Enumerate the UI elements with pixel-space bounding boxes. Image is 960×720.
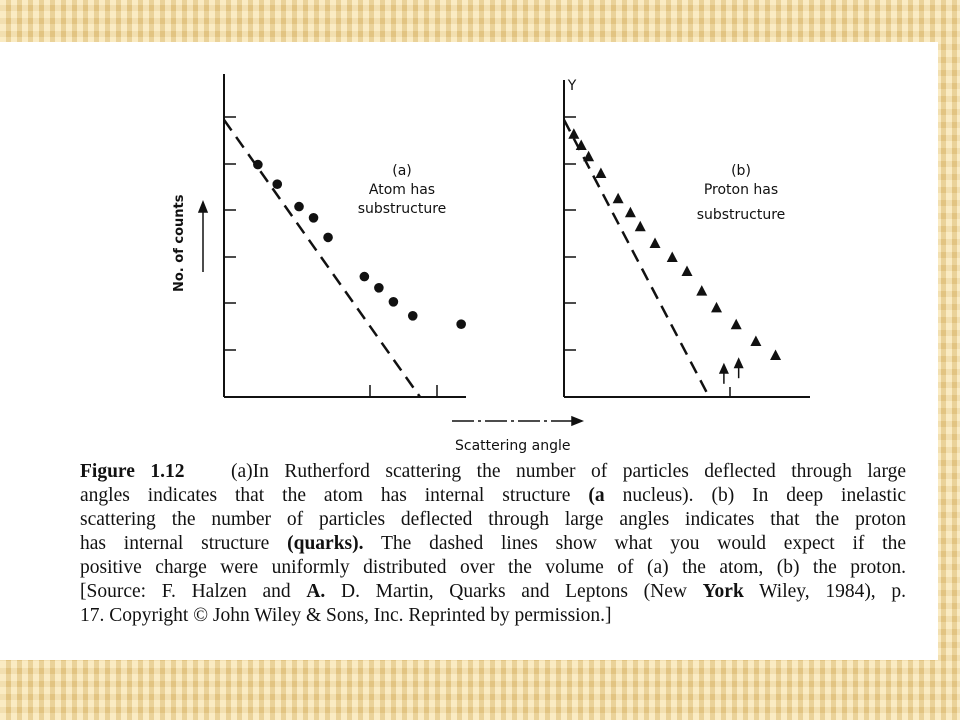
- panel-a-axes: [224, 74, 466, 397]
- data-point-b: [770, 350, 781, 361]
- data-point-b: [650, 238, 661, 249]
- caption-line-7: 17. Copyright © John Wiley & Sons, Inc. Reprinted by permission.]: [80, 605, 612, 626]
- data-point-a: [374, 283, 384, 293]
- data-point-a: [323, 233, 333, 243]
- panel-a-line1: Atom has: [368, 182, 436, 198]
- slide-panel: [0, 42, 938, 660]
- caption-line-2-pre: angles indicates that the atom has internal structure: [80, 485, 571, 506]
- upper-limit-arrow-icon: [734, 357, 744, 378]
- data-point-b: [625, 207, 636, 218]
- x-axis-arrow-icon: [452, 417, 582, 425]
- caption-line-3: scattering the number of particles deflected through large angles indicates that the proton: [80, 509, 906, 530]
- caption-line-6-pre: [Source: F. Halzen and: [80, 581, 291, 602]
- caption-line-4-bold: (quarks).: [287, 533, 364, 554]
- panel-a-label: (a): [392, 163, 412, 179]
- upper-limit-arrow-icon: [719, 363, 729, 384]
- data-point-b: [682, 266, 693, 277]
- panel-b-axes: [564, 80, 810, 397]
- y-axis-label: No. of counts: [172, 194, 187, 292]
- data-point-a: [294, 202, 304, 212]
- data-point-b: [711, 302, 722, 313]
- stray-y-mark: Y: [567, 78, 577, 94]
- expected-dashed-line-a: [224, 120, 420, 397]
- caption-line-4: [80, 532, 906, 556]
- caption-line-6-post: Wiley, 1984), p.: [759, 581, 906, 602]
- y-axis-arrow-icon: [199, 202, 207, 272]
- data-point-b: [667, 252, 678, 263]
- figure-graphic: [0, 42, 938, 460]
- data-point-b: [750, 336, 761, 347]
- panel-a-line2: substructure: [357, 201, 447, 217]
- plot-b: [564, 120, 781, 397]
- caption-line-6-bold-a: A.: [306, 581, 326, 602]
- expected-dashed-line-b: [564, 120, 709, 397]
- panel-b-annotation: [697, 163, 786, 223]
- data-point-b: [613, 193, 624, 204]
- data-point-b: [595, 168, 606, 179]
- figure-caption: [80, 460, 906, 628]
- x-axis-label: Scattering angle: [455, 438, 571, 454]
- caption-line-2-bold: (a: [588, 485, 605, 506]
- plot-a: [224, 120, 466, 397]
- data-point-a: [309, 213, 319, 223]
- caption-line-6-bold-york: York: [702, 581, 744, 602]
- panel-b-label: (b): [731, 163, 751, 179]
- data-point-a: [389, 297, 399, 307]
- panel-b-line1: Proton has: [703, 182, 779, 198]
- caption-line-6-mid: D. Martin, Quarks and Leptons (New: [341, 581, 687, 602]
- data-point-b: [696, 285, 707, 296]
- data-point-a: [456, 319, 466, 329]
- data-point-a: [408, 311, 418, 321]
- data-point-a: [272, 179, 282, 189]
- data-point-a: [360, 272, 370, 282]
- data-point-b: [731, 319, 742, 330]
- caption-line-2: [80, 484, 906, 508]
- caption-line-4-post: The dashed lines show what you would expect if the: [380, 533, 906, 554]
- data-point-b: [635, 221, 646, 232]
- panel-a-annotation: [358, 163, 447, 217]
- caption-line-1-text: (a)In Rutherford scattering the number of particles deflected through large: [230, 461, 906, 482]
- caption-line-1: [80, 460, 906, 484]
- caption-line-6: [80, 580, 906, 604]
- caption-line-5: positive charge were uniformly distributed over the volume of (a) the atom, (b) the proton.: [80, 557, 906, 578]
- caption-line-2-post: nucleus). (b) In deep inelastic: [622, 485, 907, 506]
- caption-figure-label: Figure 1.12: [80, 461, 185, 482]
- panel-b-line2: substructure: [696, 207, 786, 223]
- caption-line-4-pre: has internal structure: [80, 533, 270, 554]
